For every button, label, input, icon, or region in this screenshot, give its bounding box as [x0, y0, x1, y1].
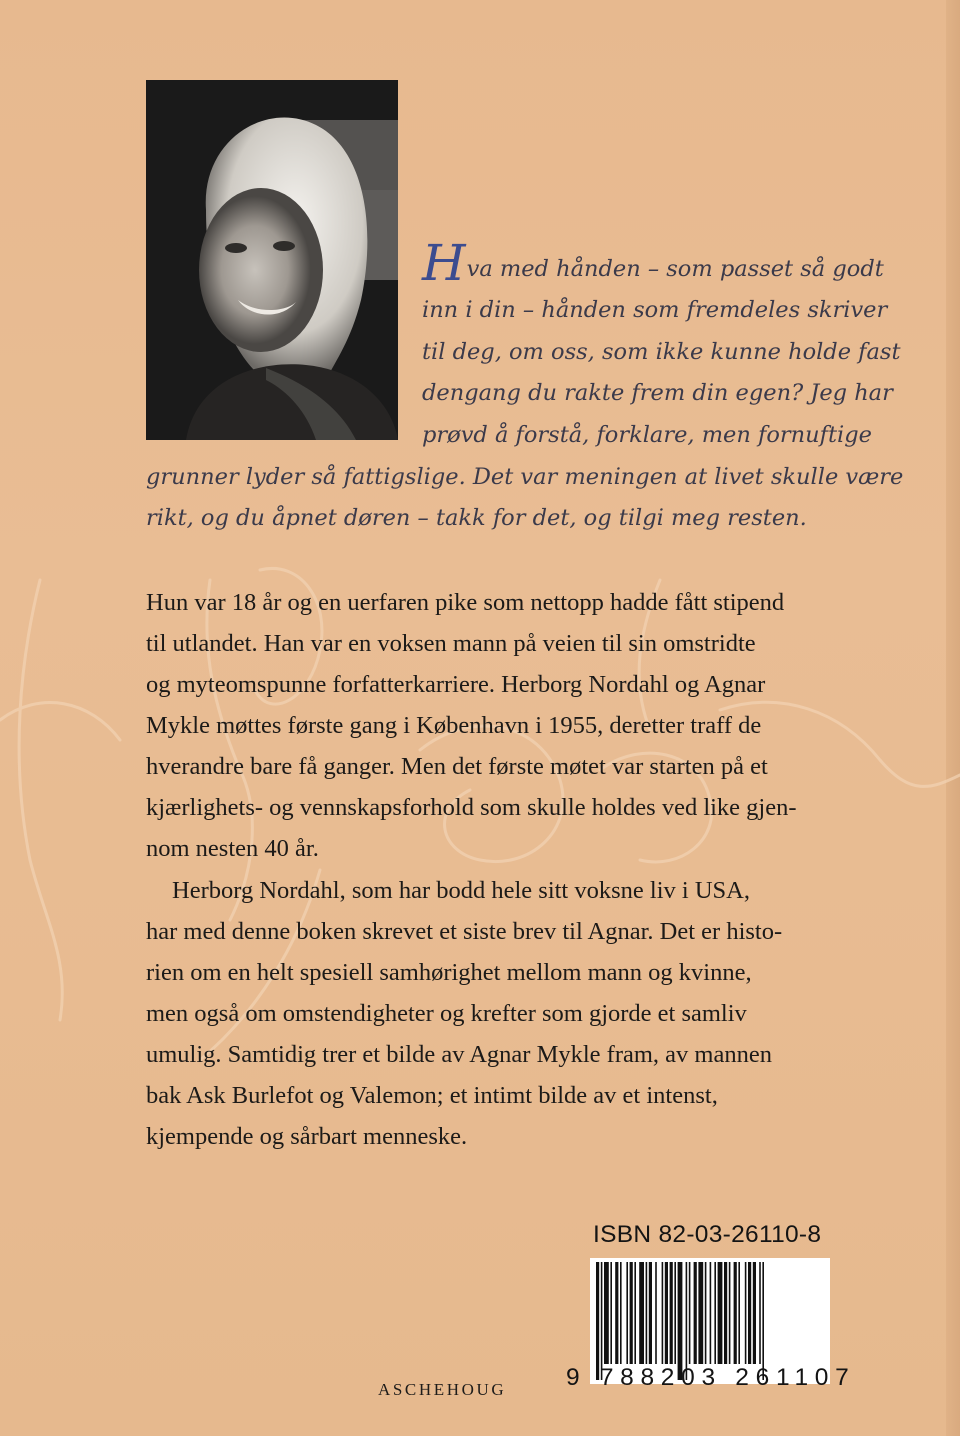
quote-block	[146, 226, 904, 556]
barcode-bar	[670, 1262, 673, 1364]
quote-line-1: Hva med hånden – som passet så godt	[422, 234, 884, 292]
blurb-line: umulig. Samtidig trer et bilde av Agnar Mykle fram, av mannen	[146, 1041, 772, 1068]
quote-dropcap: H	[422, 234, 466, 292]
barcode-bar	[610, 1262, 612, 1364]
barcode-bar	[674, 1262, 676, 1364]
quote-line-6: grunner lyder så fattigslige. Det var meningen at livet skulle være	[146, 464, 904, 490]
blurb-line: nom nesten 40 år.	[146, 835, 319, 862]
barcode-bar	[745, 1262, 747, 1364]
barcode-bar	[678, 1262, 683, 1380]
blurb-line: hverandre bare få ganger. Men det første møtet var starten på et	[146, 753, 768, 780]
blurb-line: har med denne boken skrevet et siste brev til Agnar. Det er histo-	[146, 918, 783, 945]
barcode-bar	[601, 1262, 603, 1380]
blurb-line: bak Ask Burlefot og Valemon; et intimt bilde av et intenst,	[146, 1082, 718, 1109]
barcode-bar	[662, 1262, 664, 1364]
barcode-bar	[655, 1262, 657, 1364]
barcode-bar	[686, 1262, 688, 1380]
blurb-line: Mykle møttes første gang i København i 1955, deretter traff de	[146, 712, 762, 739]
barcode-bar	[729, 1262, 731, 1364]
barcode-bar	[604, 1262, 609, 1364]
publisher-name: ASCHEHOUG	[378, 1380, 507, 1399]
isbn-label: ISBN 82-03-26110-8	[593, 1221, 822, 1248]
blurb-line: kjempende og sårbart menneske.	[146, 1123, 468, 1150]
barcode-bar	[759, 1262, 761, 1364]
barcode-bar	[698, 1262, 703, 1364]
barcode-number: 9 788203 261107	[566, 1364, 856, 1391]
barcode-bar	[748, 1262, 751, 1364]
quote-line-7: rikt, og du åpnet døren – takk for det, og tilgi meg resten.	[146, 505, 807, 531]
quote-line-2: inn i din – hånden som fremdeles skriver	[422, 297, 888, 323]
blurb-line: kjærlighets- og vennskapsforhold som skulle holdes ved like gjen-	[146, 794, 797, 821]
barcode-bar	[615, 1262, 618, 1364]
barcode-bar	[689, 1262, 691, 1364]
blurb-line: og myteomspunne forfatterkarriere. Herborg Nordahl og Agnar	[146, 671, 766, 698]
blurb-line: Hun var 18 år og en uerfaren pike som nettopp hadde fått stipend	[146, 589, 785, 616]
barcode-bar	[626, 1262, 628, 1364]
barcode-bar	[639, 1262, 644, 1364]
barcode-bar	[646, 1262, 648, 1364]
barcode-bar	[762, 1262, 764, 1380]
barcode-bar	[738, 1262, 740, 1364]
barcode-bar	[596, 1262, 599, 1380]
barcode-bar	[734, 1262, 737, 1364]
barcode-bar	[665, 1262, 668, 1364]
blurb-line: rien om en helt spesiell samhørighet mellom mann og kvinne,	[146, 959, 752, 986]
blurb-line: Herborg Nordahl, som har bodd hele sitt voksne liv i USA,	[172, 877, 750, 904]
barcode-bar	[714, 1262, 716, 1364]
barcode-bar	[620, 1262, 622, 1364]
quote-line-5: prøvd å forstå, forklare, men fornuftige	[422, 422, 872, 448]
blurb-line: til utlandet. Han var en voksen mann på veien til sin omstridte	[146, 630, 756, 657]
barcode-bar	[649, 1262, 652, 1364]
barcode-bar	[634, 1262, 636, 1364]
barcode-bar	[705, 1262, 707, 1364]
blurb-line: men også om omstendigheter og krefter som gjorde et samliv	[146, 1000, 747, 1027]
barcode-bar	[694, 1262, 697, 1364]
barcode-bar	[718, 1262, 723, 1364]
barcode-bar	[710, 1262, 712, 1364]
quote-line-4: dengang du rakte frem din egen? Jeg har	[422, 380, 893, 406]
barcode-bar	[724, 1262, 727, 1364]
quote-line-3: til deg, om oss, som ikke kunne holde fast	[422, 339, 901, 365]
barcode-bar	[753, 1262, 756, 1364]
barcode-bar	[630, 1262, 633, 1364]
